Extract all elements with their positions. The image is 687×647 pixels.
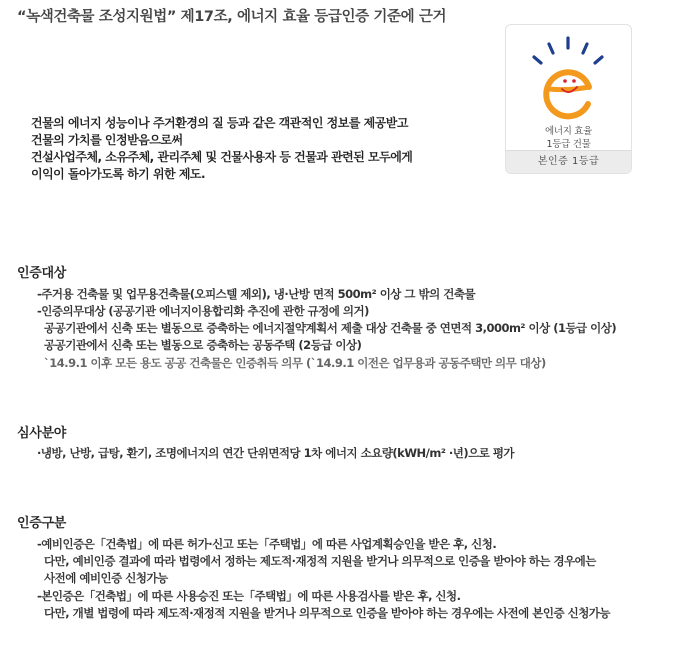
intro-line: 건물의 가치를 인정받음으로써 [31, 133, 183, 147]
cert-type-line: -예비인증은「건축법」에 따른 허가·신고 또는「주택법」에 따른 사업계획승인을 받은 후, 신청. [37, 537, 497, 551]
cert-type-line: -본인증은「건축법」에 따른 사용승진 또는「주택법」에 따른 사용검사를 받은 후, 신청. [37, 589, 461, 603]
section-heading-cert-type: 인증구분 [17, 516, 67, 531]
review-line: ·냉방, 난방, 급탕, 환기, 조명에너지의 연간 단위면적당 1차 에너지 소요량(kWH/m² ·년)으로 평가 [37, 446, 515, 460]
cert-target-line: -주거용 건축물 및 업무용건축물(오피스텔 제외), 냉·난방 면적 500m² 이상 그 밖의 건축물 [37, 287, 476, 301]
cert-type-line: 사전에 예비인증 신청가능 [44, 571, 168, 585]
intro-line: 건물의 에너지 성능이나 주거환경의 질 등과 같은 객관적인 정보를 제공받고 [31, 116, 408, 130]
intro-paragraph [31, 115, 412, 183]
cert-type-line: 다만, 예비인증 결과에 따라 법령에서 정하는 제도적·재정적 지원을 받거나 의무적으로 인증을 받아야 하는 경우에는 [44, 554, 596, 568]
page-title: “녹색건축물 조성지원법” 제17조, 에너지 효율 등급인증 기준에 근거 [17, 9, 447, 25]
badge-label-line1: 에너지 효율 [544, 126, 593, 137]
cert-type-line: 다만, 개별 법령에 따라 제도적·재정적 지원을 받거나 의무적으로 인증을 받아야 하는 경우에는 사전에 본인증 신청가능 [44, 606, 611, 620]
badge-label-line2: 1등급 건물 [546, 139, 591, 150]
section-heading-cert-target: 인증대상 [17, 266, 67, 281]
intro-line: 이익이 돌아가도록 하기 위한 제도. [31, 167, 206, 181]
badge-footer: 본인증 1등급 [506, 150, 631, 173]
intro-line: 건설사업주체, 소유주체, 관리주체 및 건물사용자 등 건물과 관련된 모두에게 [31, 150, 413, 164]
cert-target-line: 공공기관에서 신축 또는 별동으로 증축하는 에너지절약계획서 제출 대상 건축물 중 연면적 3,000m² 이상 (1등급 이상) [44, 321, 617, 335]
cert-target-line: -인증의무대상 (공공기관 에너지이용합리화 추진에 관한 규정에 의거) [37, 304, 369, 318]
cert-target-note: `14.9.1 이후 모든 용도 공공 건축물은 인증취득 의무 (`14.9.1 이전은 업무용과 공동주택만 의무 대상) [44, 356, 546, 370]
cert-target-line: 공공기관에서 신축 또는 별동으로 증축하는 공동주택 (2등급 이상) [44, 338, 362, 352]
energy-efficiency-badge [505, 24, 632, 174]
section-heading-review: 심사분야 [17, 426, 67, 441]
